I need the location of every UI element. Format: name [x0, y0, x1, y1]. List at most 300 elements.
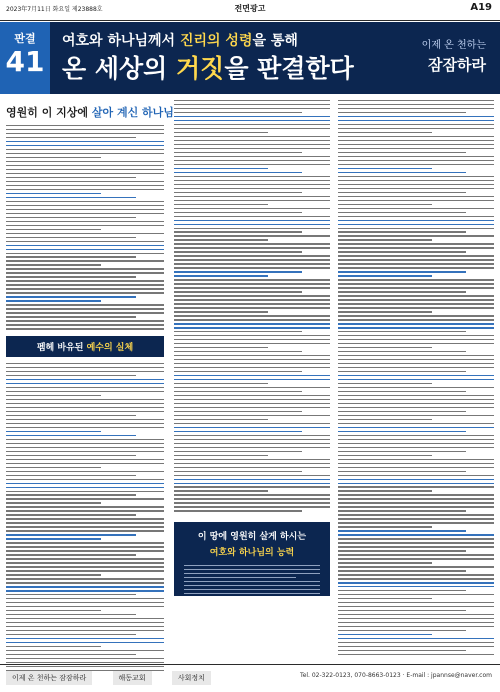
text-line [338, 152, 466, 153]
text-line [338, 287, 494, 288]
text-line [6, 658, 164, 659]
text-line [338, 622, 494, 623]
text-line [174, 383, 268, 384]
text-line [6, 447, 164, 448]
text-line [6, 284, 164, 285]
text-line [338, 363, 494, 364]
text-line [174, 239, 268, 240]
text-line [174, 228, 330, 229]
text-line [6, 320, 164, 321]
text-line [174, 192, 302, 193]
text-line [338, 566, 494, 567]
text-line [6, 646, 101, 647]
text-line [338, 224, 494, 225]
text-line [338, 554, 494, 555]
text-line [174, 247, 330, 248]
text-line [6, 435, 136, 436]
text-line [6, 522, 164, 523]
text-line [338, 594, 494, 595]
text-line [174, 387, 330, 388]
text-line [338, 642, 494, 643]
text-line [6, 221, 164, 222]
side-slogan-line-1: 이제 온 천하는 [421, 40, 486, 51]
text-line [338, 490, 432, 491]
text-line [174, 287, 330, 288]
text-line [174, 323, 330, 324]
text-line [6, 249, 164, 250]
text-line [338, 479, 494, 480]
text-line [6, 276, 136, 277]
side-slogan-line-2: 잠잠하라 [428, 56, 486, 74]
text-line [338, 550, 466, 551]
text-line [6, 427, 164, 428]
text-line [174, 399, 330, 400]
text-line [338, 188, 494, 189]
text-line [338, 311, 432, 312]
text-line [338, 299, 494, 300]
text-line [6, 530, 164, 531]
text-line [174, 204, 268, 205]
text-line [174, 124, 330, 125]
text-line [174, 351, 302, 352]
text-line [6, 201, 164, 202]
text-line [174, 271, 302, 272]
text-line [174, 152, 302, 153]
text-line [174, 498, 330, 499]
text-line [6, 546, 164, 547]
text-line [6, 502, 101, 503]
text-line [174, 172, 302, 173]
subsection-header [6, 336, 164, 357]
text-line [6, 550, 164, 551]
text-line [184, 565, 320, 566]
text-line [174, 275, 268, 276]
text-line [338, 267, 494, 268]
text-line [6, 387, 164, 388]
text-line [6, 467, 101, 468]
text-line [338, 486, 494, 487]
text-line [174, 475, 330, 476]
text-line [174, 303, 330, 304]
text-line [338, 331, 466, 332]
text-line [6, 181, 164, 182]
text-line [6, 383, 164, 384]
text-line [174, 471, 302, 472]
text-line [174, 200, 330, 201]
text-line [174, 263, 330, 264]
text-line [6, 483, 164, 484]
text-line [338, 626, 494, 627]
headline-2-highlight: 거짓 [176, 54, 225, 83]
text-line [6, 209, 164, 210]
page-number: A19 [470, 2, 492, 13]
text-line [6, 379, 164, 380]
text-line [174, 291, 302, 292]
text-line [174, 315, 330, 316]
text-line [174, 355, 330, 356]
text-line [338, 558, 494, 559]
text-line [6, 479, 164, 480]
text-line [184, 573, 320, 574]
text-line [6, 185, 164, 186]
text-line [338, 375, 494, 376]
text-line [174, 267, 330, 268]
text-line [338, 339, 494, 340]
text-line [6, 371, 164, 372]
text-line [338, 367, 494, 368]
text-line [6, 570, 164, 571]
text-line [338, 407, 494, 408]
text-line [174, 168, 268, 169]
text-line [174, 132, 268, 133]
text-line [6, 233, 164, 234]
headline-2-part: 온 세상의 [62, 54, 177, 83]
text-line [338, 510, 466, 511]
text-line [6, 245, 164, 246]
text-line [6, 300, 101, 301]
text-line [6, 650, 164, 651]
text-line [338, 419, 432, 420]
text-line [338, 315, 494, 316]
footer-item: 해동교회 [113, 671, 152, 685]
text-line [338, 323, 494, 324]
text-line [6, 391, 164, 392]
text-line [6, 586, 164, 587]
text-line [338, 136, 494, 137]
text-line [338, 116, 494, 117]
text-line [338, 403, 494, 404]
article-body [174, 100, 330, 515]
text-line [6, 510, 164, 511]
text-line [6, 395, 101, 396]
text-line [6, 129, 164, 130]
text-line [6, 630, 164, 631]
text-line [338, 443, 494, 444]
text-line [338, 391, 466, 392]
text-line [174, 104, 330, 105]
text-line [6, 308, 164, 309]
text-line [184, 585, 320, 586]
text-line [174, 431, 302, 432]
text-line [338, 235, 494, 236]
text-line [6, 634, 136, 635]
text-line [338, 104, 494, 105]
text-line [338, 431, 466, 432]
text-line [338, 351, 466, 352]
text-line [6, 363, 164, 364]
text-line [6, 241, 164, 242]
headline-banner [0, 22, 500, 94]
text-line [174, 455, 268, 456]
text-line [338, 220, 494, 221]
headline-line-2 [62, 54, 354, 84]
text-line [6, 626, 164, 627]
text-line [338, 327, 494, 328]
text-line [174, 463, 330, 464]
text-line [6, 312, 164, 313]
text-line [338, 335, 494, 336]
text-line [174, 395, 330, 396]
text-line [184, 581, 320, 582]
quote-title-line-2: 여호와 하나님의 능력 [209, 548, 295, 558]
text-line [184, 589, 320, 590]
text-line [174, 371, 302, 372]
text-line [6, 514, 136, 515]
text-line [6, 193, 101, 194]
text-line [338, 160, 494, 161]
article-body [6, 125, 164, 330]
text-line [174, 379, 330, 380]
text-line [338, 208, 494, 209]
text-line [338, 180, 494, 181]
text-line [338, 638, 494, 639]
text-line [6, 272, 164, 273]
text-line [174, 443, 330, 444]
text-line [6, 455, 136, 456]
text-line [338, 347, 432, 348]
text-line [6, 602, 164, 603]
text-line [338, 582, 494, 583]
text-line [174, 180, 330, 181]
text-line [174, 419, 268, 420]
text-line [6, 475, 136, 476]
text-line [338, 192, 466, 193]
text-line [174, 212, 302, 213]
text-line [338, 108, 494, 109]
text-line [338, 271, 466, 272]
text-line [338, 598, 432, 599]
text-line [6, 213, 164, 214]
quote-body [184, 565, 320, 595]
text-line [6, 197, 136, 198]
text-line [338, 614, 494, 615]
text-line [6, 268, 164, 269]
text-line [174, 407, 330, 408]
text-line [338, 590, 466, 591]
text-line [338, 578, 494, 579]
text-line [6, 316, 136, 317]
text-line [338, 100, 494, 101]
text-line [6, 137, 136, 138]
text-line [6, 578, 164, 579]
text-line [174, 164, 330, 165]
text-line [174, 208, 330, 209]
text-line [338, 128, 494, 129]
text-line [174, 479, 330, 480]
text-line [338, 228, 494, 229]
text-line [174, 447, 330, 448]
text-line [338, 483, 494, 484]
text-line [338, 291, 466, 292]
text-line [174, 176, 330, 177]
text-line [338, 239, 432, 240]
column-3 [338, 100, 494, 660]
text-line [338, 530, 466, 531]
text-line [338, 231, 466, 232]
text-line [174, 144, 330, 145]
issue-label: 판결 [14, 32, 36, 45]
text-line [338, 387, 494, 388]
text-line [338, 506, 494, 507]
text-line [6, 296, 136, 297]
text-line [174, 120, 330, 121]
text-line [338, 263, 494, 264]
text-line [6, 177, 136, 178]
text-line [174, 108, 330, 109]
text-line [338, 255, 494, 256]
text-line [338, 514, 494, 515]
text-line [338, 216, 494, 217]
headline-1-part: 께서 [148, 33, 180, 49]
text-line [6, 165, 164, 166]
text-line [6, 590, 164, 591]
text-line [174, 502, 330, 503]
text-line [338, 259, 494, 260]
text-line [338, 654, 494, 655]
text-line [174, 494, 330, 495]
text-line [174, 235, 330, 236]
text-line [338, 112, 466, 113]
text-line [6, 407, 164, 408]
text-line [338, 463, 494, 464]
text-line [338, 570, 466, 571]
text-line [6, 149, 164, 150]
text-line [6, 153, 164, 154]
text-line [338, 534, 494, 535]
text-line [6, 256, 136, 257]
article-body [6, 363, 164, 673]
page-header [0, 0, 500, 21]
text-line [338, 279, 494, 280]
text-line [338, 618, 494, 619]
text-line [338, 283, 494, 284]
text-line [338, 411, 466, 412]
text-line [6, 253, 164, 254]
text-line [6, 566, 164, 567]
text-line [6, 494, 136, 495]
text-line [6, 264, 101, 265]
text-line [338, 498, 494, 499]
text-line [338, 120, 494, 121]
text-line [174, 224, 330, 225]
text-line [174, 375, 330, 376]
text-line [6, 125, 164, 126]
text-line [6, 292, 164, 293]
text-line [6, 237, 136, 238]
text-line [174, 100, 330, 101]
text-line [338, 634, 432, 635]
text-line [174, 307, 330, 308]
text-line [174, 327, 330, 328]
text-line [174, 343, 330, 344]
headline-1-highlight: 진리의 성령 [179, 33, 253, 49]
text-line [338, 518, 494, 519]
text-line [6, 423, 164, 424]
issue-badge [0, 22, 50, 94]
text-line [6, 145, 164, 146]
text-line [338, 184, 494, 185]
text-line [184, 593, 320, 594]
text-line [174, 156, 330, 157]
text-line [174, 243, 330, 244]
text-line [6, 654, 136, 655]
text-line [6, 618, 164, 619]
text-line [174, 359, 330, 360]
text-line [6, 419, 164, 420]
text-line [174, 331, 302, 332]
text-line [6, 614, 136, 615]
text-line [174, 435, 330, 436]
headline-2-part: 을 판결한다 [224, 54, 354, 83]
text-line [338, 132, 432, 133]
side-slogan [422, 36, 486, 75]
text-line [6, 638, 164, 639]
text-line [174, 506, 330, 507]
text-line [338, 379, 494, 380]
text-line [338, 164, 494, 165]
text-line [338, 148, 494, 149]
quote-title-line-1: 이 땅에 영원히 살게 하시는 [197, 532, 307, 542]
text-line [174, 220, 330, 221]
text-line [174, 140, 330, 141]
text-line [338, 383, 432, 384]
text-line [338, 395, 494, 396]
text-line [338, 251, 466, 252]
text-line [6, 431, 101, 432]
quote-box [174, 522, 330, 596]
text-line [338, 156, 494, 157]
text-line [6, 415, 136, 416]
text-line [174, 188, 330, 189]
text-line [338, 650, 466, 651]
text-line [174, 490, 268, 491]
text-line [6, 582, 164, 583]
text-line [338, 526, 432, 527]
text-line [6, 375, 136, 376]
text-line [174, 116, 330, 117]
text-line [6, 598, 164, 599]
text-line [174, 339, 330, 340]
text-line [174, 423, 330, 424]
text-line [174, 148, 330, 149]
text-line [338, 546, 494, 547]
subsection-title-highlight: 예수의 실체 [86, 343, 134, 353]
text-line [174, 128, 330, 129]
text-line [338, 630, 466, 631]
text-line [6, 225, 164, 226]
text-line [338, 471, 466, 472]
text-line [6, 205, 164, 206]
footer-items [6, 671, 229, 685]
text-line [6, 574, 101, 575]
text-line [174, 486, 330, 487]
text-line [6, 141, 164, 142]
text-line [174, 427, 330, 428]
text-line [174, 459, 330, 460]
text-line [174, 483, 330, 484]
text-line [6, 133, 164, 134]
text-line [184, 569, 320, 570]
text-line [6, 443, 164, 444]
article-body [338, 100, 494, 660]
text-line [6, 399, 164, 400]
text-line [6, 534, 136, 535]
text-line [338, 455, 432, 456]
text-line [338, 610, 466, 611]
text-line [174, 439, 330, 440]
text-line [338, 295, 494, 296]
text-line [338, 646, 494, 647]
